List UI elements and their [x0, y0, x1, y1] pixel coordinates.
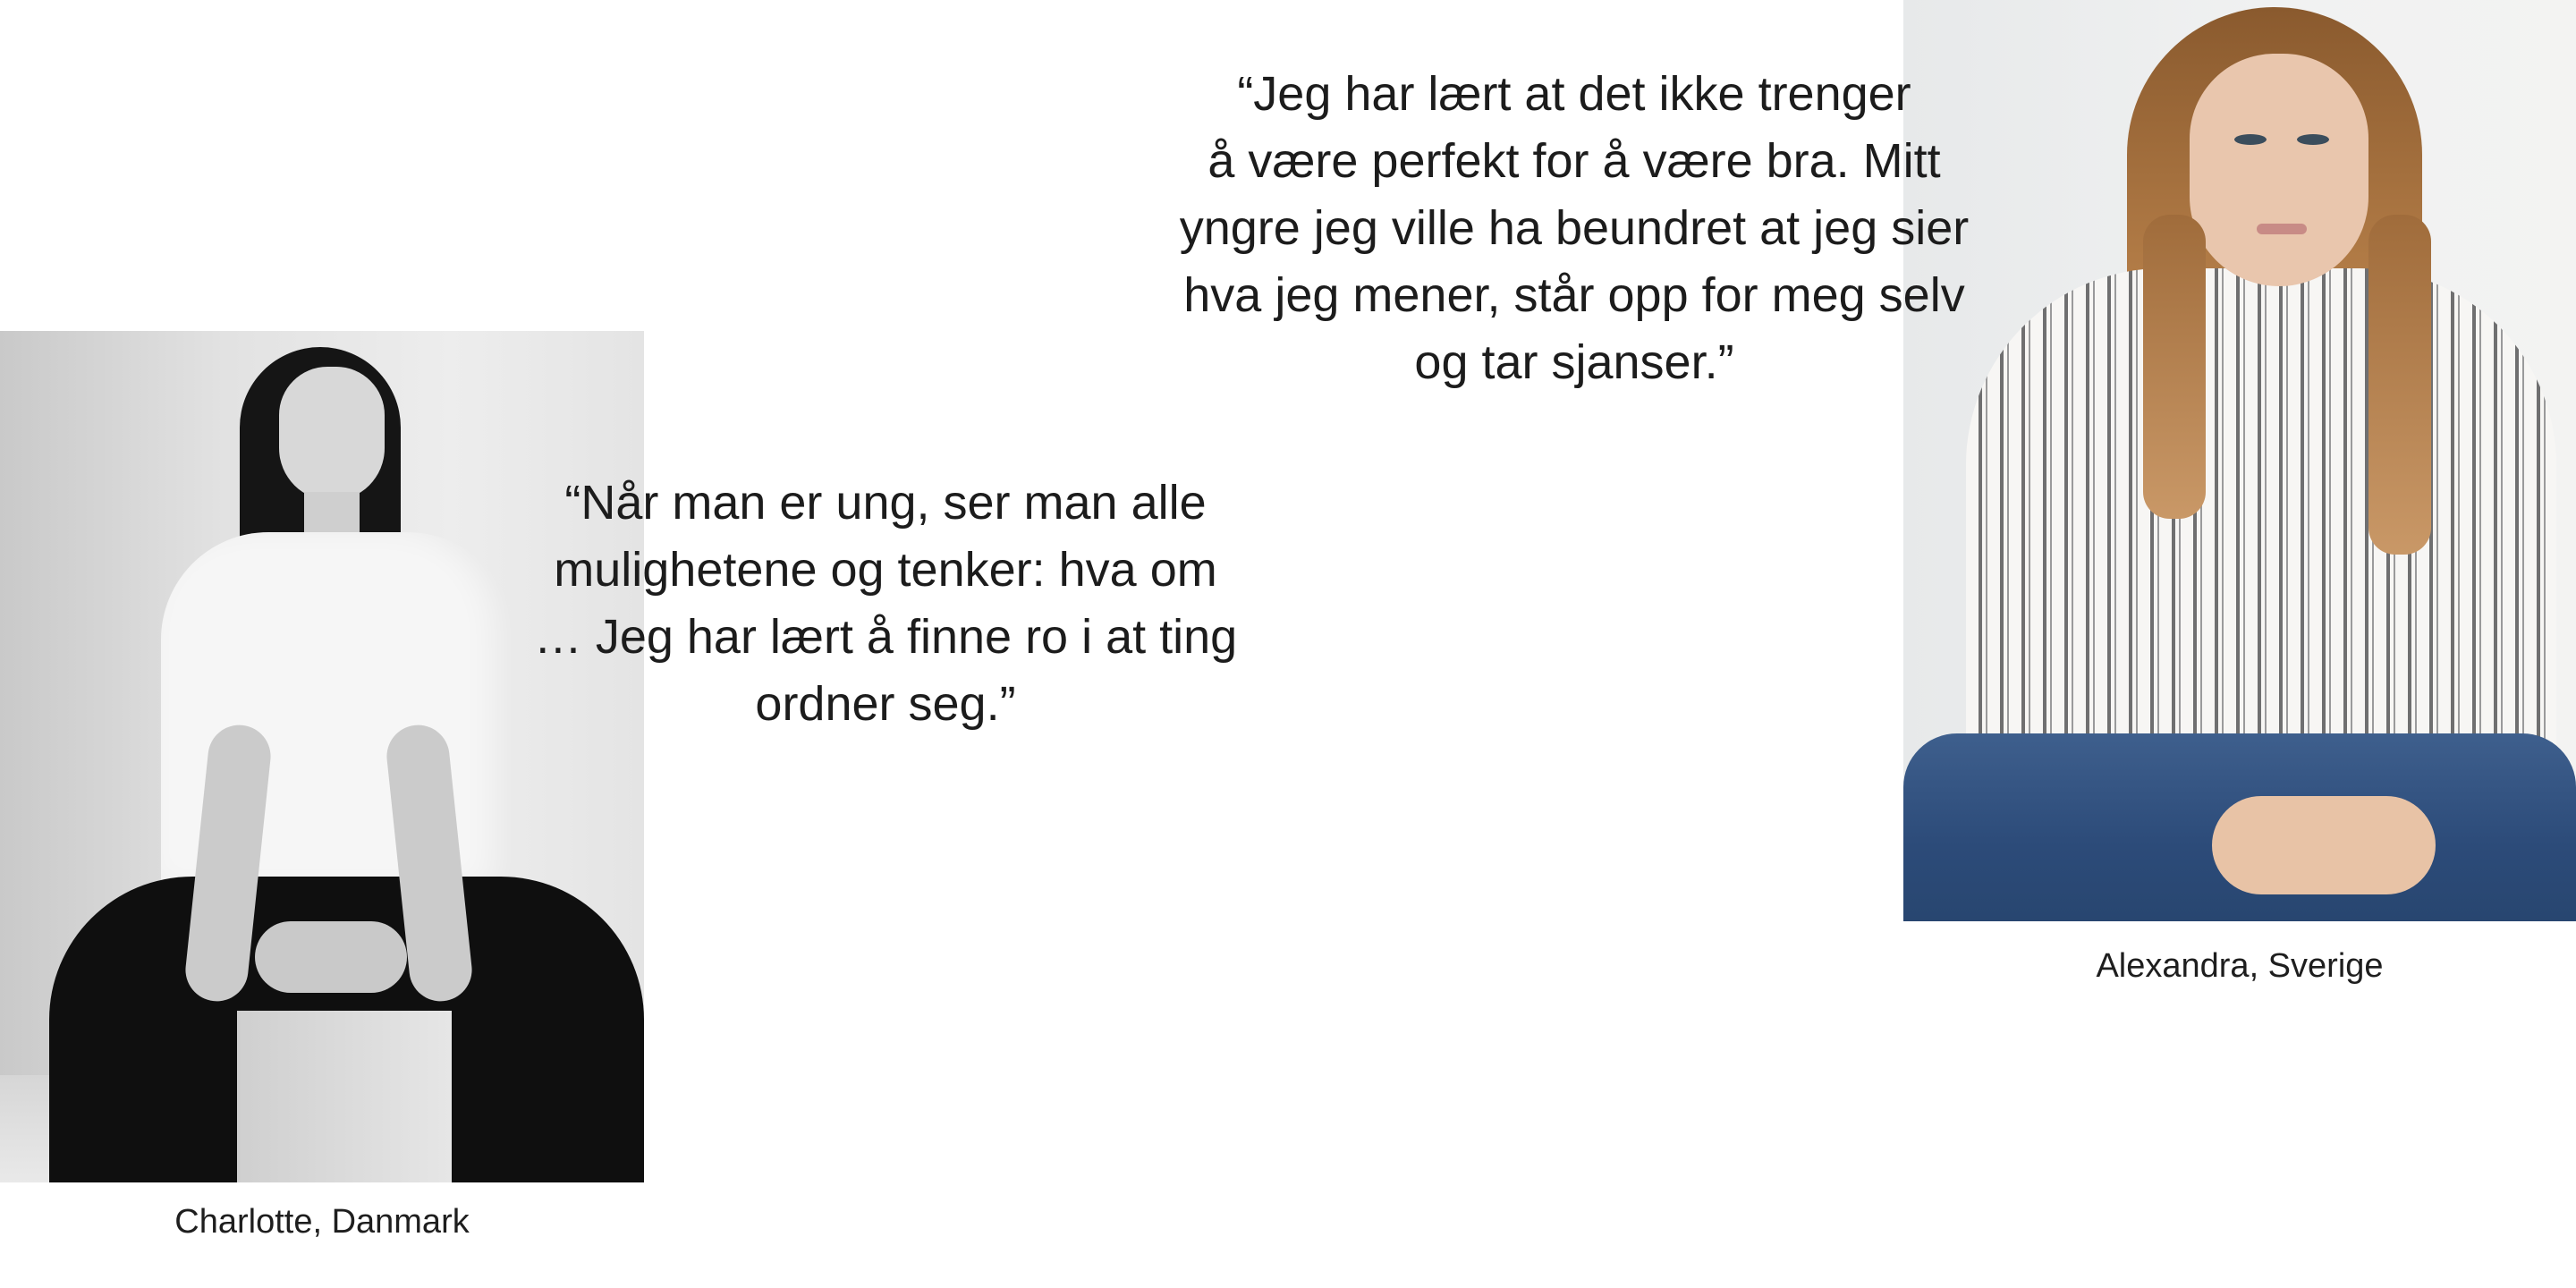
photo-hair-strand-left	[2143, 215, 2206, 519]
quote-line: og tar sjanser.”	[1414, 335, 1734, 389]
quote-charlotte	[483, 470, 1288, 738]
quote-line: ordner seg.”	[755, 677, 1016, 731]
quote-line: “Når man er ung, ser man alle	[564, 476, 1207, 530]
caption-charlotte: Charlotte, Danmark	[174, 1203, 470, 1241]
photo-eye-left	[2234, 134, 2267, 145]
photo-hands	[255, 921, 407, 993]
quote-line: hva jeg mener, står opp for meg selv	[1183, 268, 1965, 322]
quote-line: yngre jeg ville ha beundret at jeg sier	[1179, 201, 1970, 255]
quote-line: “Jeg har lært at det ikke trenger	[1237, 67, 1911, 121]
photo-lips	[2257, 224, 2307, 234]
quote-line: … Jeg har lært å finne ro i at ting	[533, 610, 1238, 664]
quote-line: mulighetene og tenker: hva om	[554, 543, 1217, 597]
quote-line: å være perfekt for å være bra. Mitt	[1208, 134, 1941, 188]
photo-eye-right	[2297, 134, 2329, 145]
quote-alexandra	[1109, 61, 2039, 396]
photo-hair-strand-right	[2368, 215, 2431, 555]
photo-face	[279, 367, 385, 501]
caption-alexandra: Alexandra, Sverige	[2096, 947, 2384, 985]
photo-face	[2190, 54, 2368, 286]
photo-hands	[2212, 796, 2436, 894]
charlotte-portrait-photo	[0, 331, 644, 1182]
